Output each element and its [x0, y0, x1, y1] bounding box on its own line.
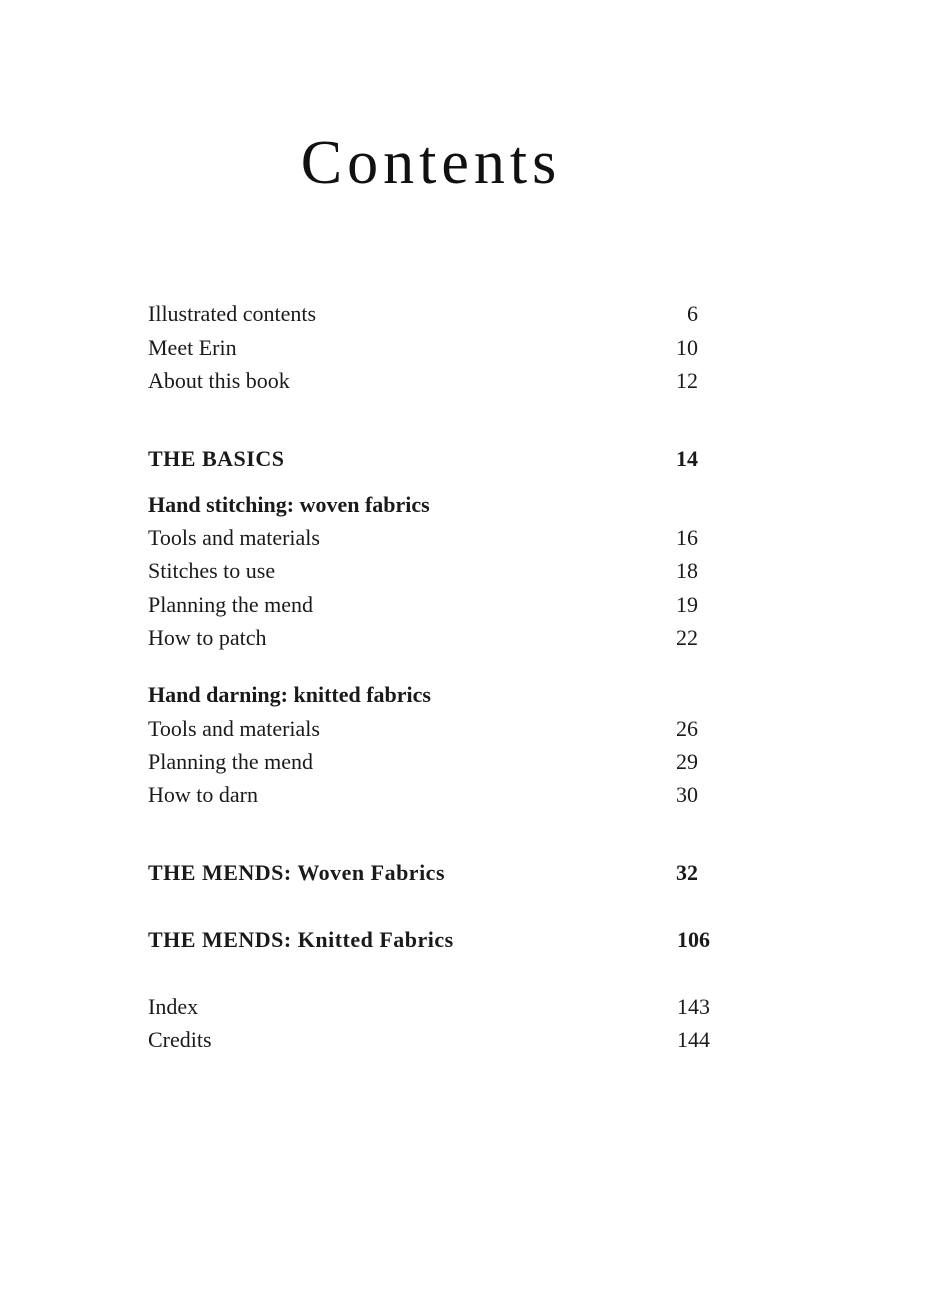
- toc-entry-label: Index: [148, 994, 199, 1019]
- toc-entry[interactable]: [148, 747, 710, 777]
- toc-section-label: THE MENDS: Woven Fabrics: [148, 860, 446, 885]
- toc-section-label: THE MENDS: Knitted Fabrics: [148, 927, 454, 952]
- toc-section-label: THE BASICS: [148, 446, 285, 471]
- toc-entry[interactable]: [148, 623, 710, 653]
- toc-subheading-darning: Hand darning: knitted fabrics: [148, 682, 431, 707]
- toc-section-basics[interactable]: [148, 444, 710, 474]
- toc-entry-page: 19: [676, 592, 698, 617]
- toc-entry-label: About this book: [148, 368, 290, 393]
- toc-entry-page: 143: [677, 994, 710, 1019]
- toc-entry-page: 6: [687, 301, 698, 326]
- toc-entry-label: Planning the mend: [148, 749, 313, 774]
- toc-entry-page: 30: [676, 782, 698, 807]
- toc-entry-page: 22: [676, 625, 698, 650]
- toc-entry-label: Stitches to use: [148, 558, 276, 583]
- toc-entry-label: Planning the mend: [148, 592, 313, 617]
- toc-entry-label: Tools and materials: [148, 525, 320, 550]
- toc-section-mends-knitted[interactable]: [148, 925, 710, 955]
- toc-entry-label: How to darn: [148, 782, 258, 807]
- toc-section-mends-woven[interactable]: [148, 858, 710, 888]
- toc-entry-page: 26: [676, 716, 698, 741]
- toc-entry[interactable]: [148, 523, 710, 553]
- toc-section-page: 106: [677, 927, 710, 952]
- toc-entry-label: How to patch: [148, 625, 267, 650]
- toc-entry[interactable]: [148, 992, 710, 1022]
- toc-entry-page: 29: [676, 749, 698, 774]
- toc-entry[interactable]: [148, 714, 710, 744]
- toc-entry-page: 16: [676, 525, 698, 550]
- toc-entry-label: Credits: [148, 1027, 212, 1052]
- toc-entry[interactable]: [148, 780, 710, 810]
- toc-entry[interactable]: [148, 333, 710, 363]
- toc-entry-label: Illustrated contents: [148, 301, 317, 326]
- toc-entry-page: 12: [676, 368, 698, 393]
- toc-entry-page: 18: [676, 558, 698, 583]
- toc-entry-page: 144: [677, 1027, 710, 1052]
- toc-entry[interactable]: [148, 366, 710, 396]
- toc-entry-label: Meet Erin: [148, 335, 237, 360]
- toc-entry[interactable]: [148, 556, 710, 586]
- toc-entry[interactable]: [148, 1025, 710, 1055]
- toc-subheading-stitching: Hand stitching: woven fabrics: [148, 492, 430, 517]
- toc-entry-label: Tools and materials: [148, 716, 320, 741]
- toc-entry[interactable]: [148, 299, 710, 329]
- toc-entry-page: 10: [676, 335, 698, 360]
- page-title: Contents: [300, 129, 562, 197]
- toc-entry[interactable]: [148, 590, 710, 620]
- toc-section-page: 14: [676, 446, 698, 471]
- toc-section-page: 32: [676, 860, 698, 885]
